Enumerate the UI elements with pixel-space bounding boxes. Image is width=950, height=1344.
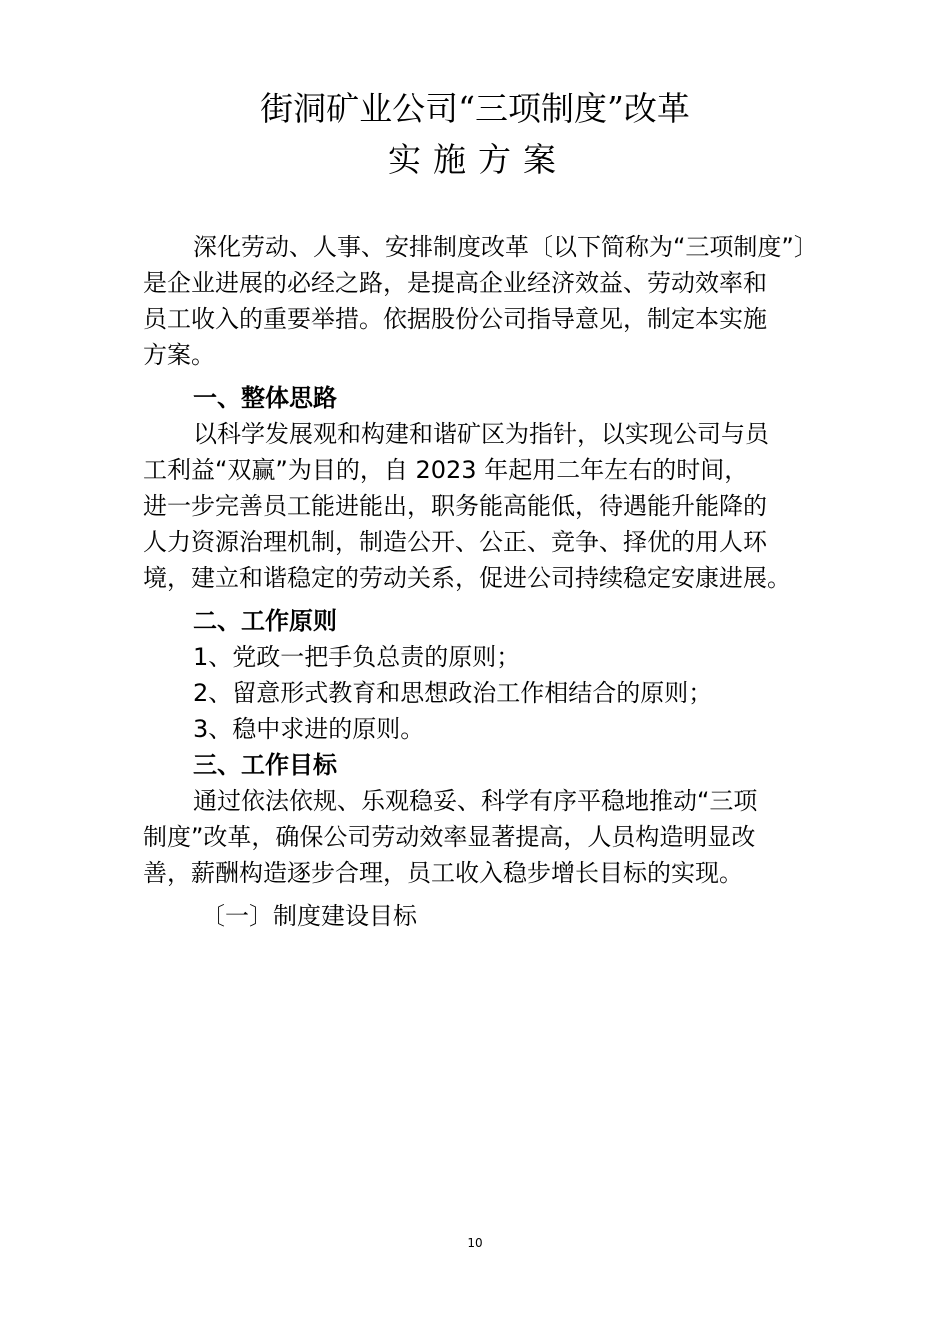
- section-heading-3: 三、工作目标: [193, 751, 337, 779]
- section3-paragraph: [143, 783, 813, 891]
- subsection-heading: 〔一〕制度建设目标: [201, 902, 417, 930]
- text-line: 是企业进展的必经之路，是提高企业经济效益、劳动效率和: [143, 269, 767, 297]
- section1-paragraph: [143, 416, 813, 596]
- text-line: 方案。: [143, 341, 215, 369]
- list-item: 3、稳中求进的原则。: [193, 715, 425, 743]
- text-line: 人力资源治理机制，制造公开、公正、竞争、择优的用人环: [143, 528, 767, 556]
- text-line: 制度”改革，确保公司劳动效率显著提高，人员构造明显改: [143, 823, 756, 851]
- document-title: 街洞矿业公司“三项制度”改革: [260, 89, 690, 128]
- text-line: 境，建立和谐稳定的劳动关系，促进公司持续稳定安康进展。: [143, 564, 791, 592]
- text-line: 以科学发展观和构建和谐矿区为指针，以实现公司与员: [193, 420, 769, 448]
- document-subtitle: 实施方案: [388, 140, 568, 179]
- text-line: 工利益“双赢”为目的，自 2023 年起用二年左右的时间，: [143, 456, 749, 484]
- text-line: 员工收入的重要举措。依据股份公司指导意见，制定本实施: [143, 305, 767, 333]
- text-line: 深化劳动、人事、安排制度改革〔以下简称为“三项制度”〕: [193, 233, 818, 261]
- intro-paragraph: [143, 229, 818, 373]
- text-line: 善，薪酬构造逐步合理，员工收入稳步增长目标的实现。: [143, 859, 743, 887]
- list-item: 1、党政一把手负总责的原则；: [193, 643, 521, 671]
- section-heading-1: 一、整体思路: [193, 384, 337, 412]
- text-line: 通过依法依规、乐观稳妥、科学有序平稳地推动“三项: [193, 787, 758, 815]
- section-heading-2: 二、工作原则: [193, 607, 337, 635]
- document-body: [143, 229, 818, 934]
- text-line: 进一步完善员工能进能出，职务能高能低，待遇能升能降的: [143, 492, 767, 520]
- list-item: 2、留意形式教育和思想政治工作相结合的原则；: [193, 679, 713, 707]
- page-number: 10: [467, 1236, 483, 1250]
